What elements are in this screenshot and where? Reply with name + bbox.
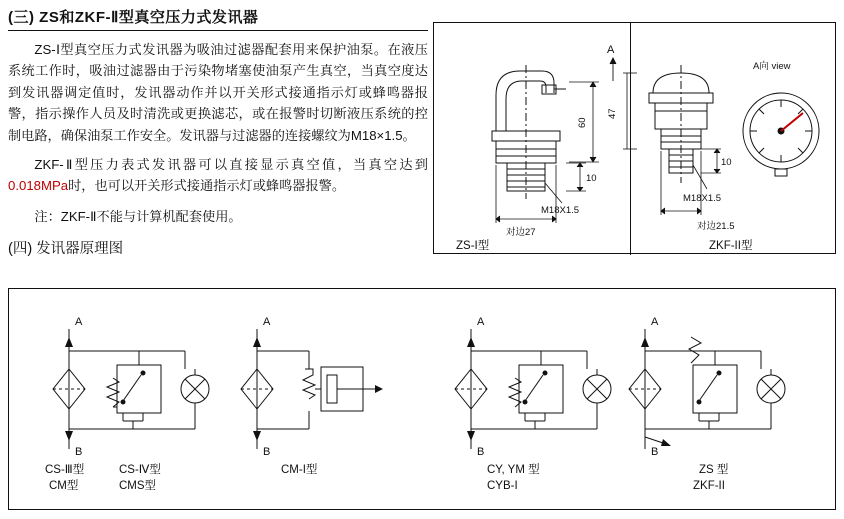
d1-caption-3: CM型 (49, 480, 79, 492)
paragraph-2-post: 时，也可以开关形式接通指示灯或蜂鸣器报警。 (68, 178, 346, 194)
figure-top-box (433, 22, 836, 254)
paragraph-1: ZS-Ⅰ型真空压力式发讯器为吸油过滤器配套用来保护油泵。在液压系统工作时，吸油过滤器由于污染物堵塞使油泵产生真空，当真空度达到发讯器调定值时，发讯器动作并以开关形式接通指示灯或蜂鸣器报警，指示操作人员及时清洗或更换滤芯，或在报警时切断液压系统的控制电路，确保油泵工作安全。发讯器与过滤器的连接螺纹为M18×1.5。 (8, 42, 428, 143)
d4-caption-1: ZS 型 (699, 464, 729, 476)
dim-47: 47 (607, 108, 618, 119)
paragraph-2-pre: ZKF-Ⅱ型压力表式发讯器可以直接显示真空值，当真空达到 (34, 156, 428, 172)
diagram-1 (53, 329, 209, 449)
view-label: A向 view (753, 61, 791, 72)
d2-port-a: A (263, 316, 271, 328)
dim-60: 60 (577, 117, 588, 128)
d1-port-a: A (75, 316, 83, 328)
caption-zkf-ii: ZKF-II型 (709, 240, 753, 252)
diagram-3 (455, 329, 611, 449)
d3-port-a: A (477, 316, 485, 328)
zkf-ii-drawing (607, 23, 837, 255)
dim-thread-left: M18X1.5 (541, 205, 580, 216)
diagram-2 (241, 329, 383, 449)
subsection-heading: (四) 发讯器原理图 (8, 240, 124, 257)
d1-caption-1: CS-Ⅲ型 (45, 464, 85, 476)
d4-port-b: B (651, 446, 659, 458)
section-heading: (三) ZS和ZKF-Ⅱ型真空压力式发讯器 (8, 6, 428, 31)
d1-port-b: B (75, 446, 83, 458)
d4-port-a: A (651, 316, 659, 328)
section-label-a: A (607, 44, 615, 56)
d1-caption-4: CMS型 (119, 480, 157, 492)
diagram-4 (629, 329, 785, 449)
d3-caption-2: CYB-I (487, 480, 518, 492)
text-column (8, 6, 428, 258)
dim-across-flats-left: 对边27 (506, 227, 536, 238)
d4-caption-2: ZKF-II (693, 480, 725, 492)
zs-i-drawing (434, 23, 630, 255)
paragraph-2 (8, 154, 428, 197)
d3-port-b: B (477, 446, 485, 458)
d2-port-b: B (263, 446, 271, 458)
d1-caption-2: CS-Ⅳ型 (119, 464, 161, 476)
paragraph-2-value: 0.018MPa (8, 178, 69, 194)
note-text: 注：ZKF-Ⅱ不能与计算机配套使用。 (34, 208, 242, 224)
d3-caption-1: CY, YM 型 (487, 464, 540, 476)
schematic-diagrams (9, 289, 835, 509)
d2-caption-1: CM-I型 (281, 464, 318, 476)
caption-zs-i: ZS-I型 (456, 240, 490, 252)
gauge-face (743, 93, 819, 176)
figure-bottom-box (8, 288, 836, 510)
dim-10-left: 10 (586, 173, 597, 184)
dim-10-right: 10 (721, 157, 732, 168)
dim-thread-right: M18X1.5 (683, 193, 722, 204)
dim-across-flats-right: 对边21.5 (697, 221, 735, 232)
